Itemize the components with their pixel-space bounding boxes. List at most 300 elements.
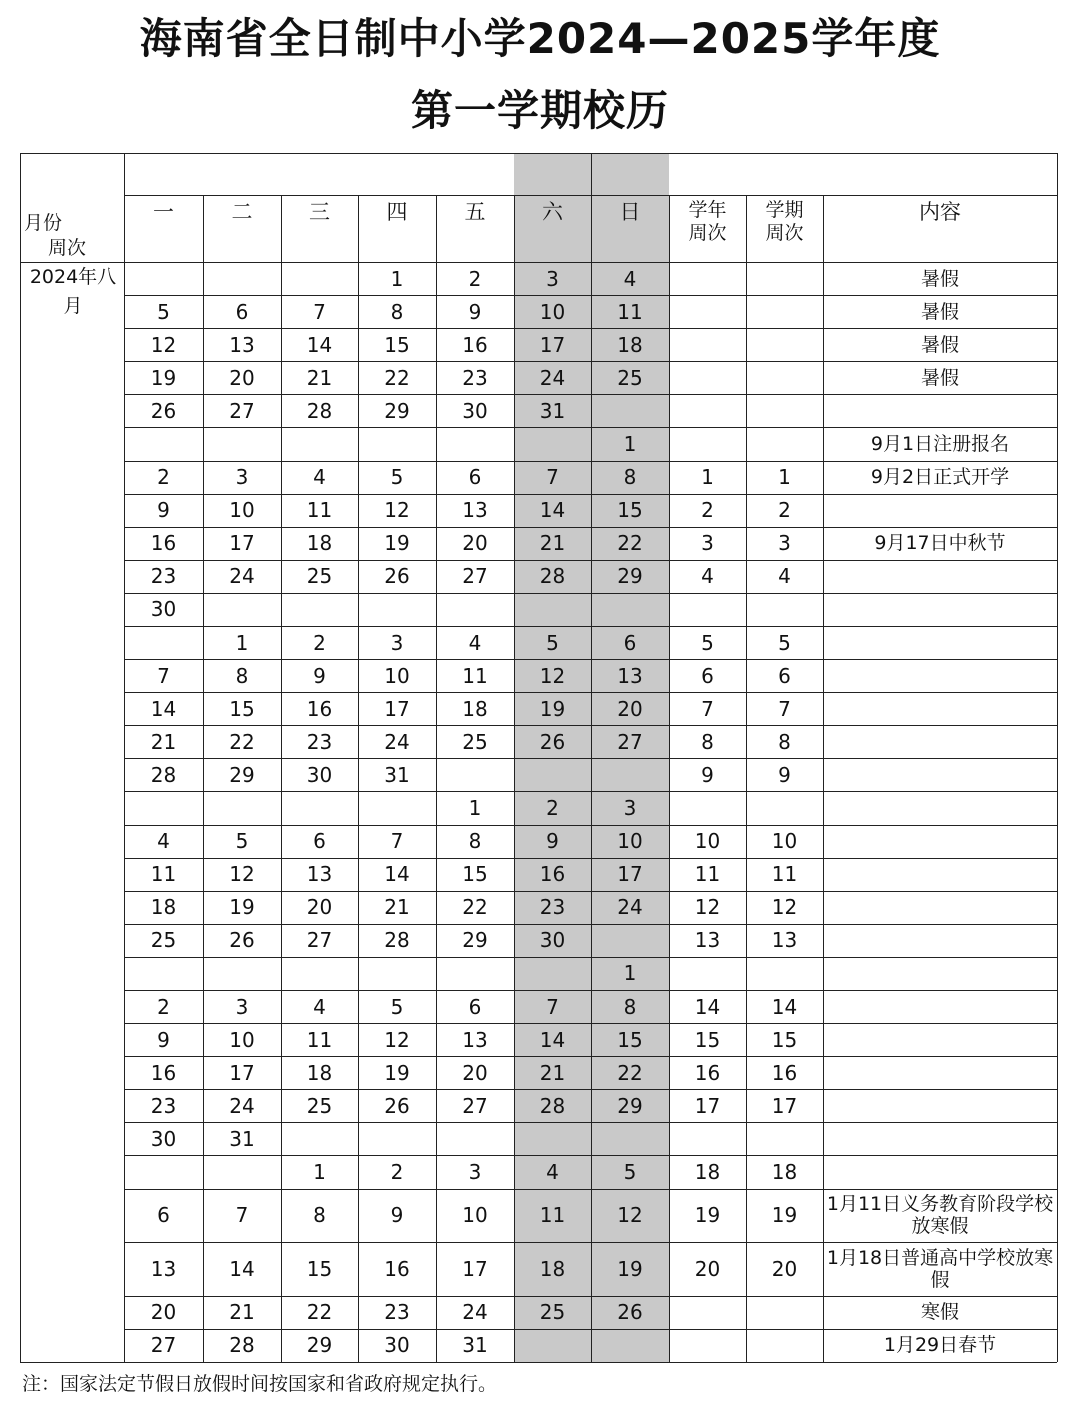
- day-cell: 2: [390, 1159, 404, 1184]
- day-cell: 28: [306, 398, 333, 423]
- day-cell: 18: [150, 895, 177, 920]
- school-year-week-cell: 12: [694, 895, 721, 920]
- term-week-cell: [746, 328, 823, 361]
- note-cell: 1月29日春节: [883, 1334, 997, 1357]
- day-cell: 12: [150, 332, 177, 357]
- day-cell: 28: [539, 1093, 566, 1118]
- note-cell: [823, 891, 1057, 924]
- day-cell: 4: [313, 994, 326, 1019]
- day-cell: 19: [384, 531, 410, 556]
- day-cell: 7: [546, 994, 559, 1019]
- day-cell: 29: [229, 762, 255, 787]
- note-cell: 9月2日正式开学: [870, 466, 1010, 489]
- day-cell: [124, 791, 203, 824]
- day-cell: 13: [150, 1256, 177, 1281]
- day-cell: 13: [462, 498, 488, 523]
- weekday-header: 六: [542, 200, 563, 224]
- day-cell: 11: [617, 299, 643, 324]
- day-cell: 8: [313, 1203, 326, 1228]
- corner-month-label: 月份: [24, 212, 63, 234]
- day-cell: 29: [617, 1093, 643, 1118]
- day-cell: 9: [390, 1203, 404, 1228]
- term-week-cell: [746, 1329, 823, 1362]
- note-cell: [823, 858, 1057, 891]
- day-cell: 22: [229, 729, 255, 754]
- day-cell: 24: [462, 1300, 488, 1325]
- corner-week-label: 周次: [48, 237, 87, 259]
- day-cell: 18: [462, 696, 488, 721]
- day-cell: 29: [462, 928, 488, 953]
- day-cell: 26: [150, 398, 177, 423]
- day-cell: 25: [306, 1093, 333, 1118]
- weekday-header: 三: [309, 200, 330, 224]
- day-cell: 12: [384, 498, 410, 523]
- day-cell: 27: [306, 928, 333, 953]
- term-week-cell: [746, 1296, 823, 1329]
- day-cell: 23: [150, 1093, 177, 1118]
- day-cell: [514, 427, 591, 460]
- day-cell: 3: [546, 266, 559, 291]
- day-cell: 31: [229, 1126, 255, 1151]
- day-cell: 11: [462, 663, 488, 688]
- day-cell: 20: [306, 895, 333, 920]
- day-cell: [203, 1155, 281, 1188]
- note-cell: [823, 659, 1057, 692]
- day-cell: [281, 593, 358, 626]
- day-cell: [358, 593, 436, 626]
- day-cell: 8: [468, 829, 482, 854]
- day-cell: [514, 957, 591, 990]
- day-cell: 2: [157, 465, 170, 490]
- day-cell: 15: [306, 1256, 333, 1281]
- day-cell: [358, 1122, 436, 1155]
- school-year-week-cell: 15: [694, 1027, 721, 1052]
- note-cell: 暑假: [920, 333, 959, 356]
- school-year-week-cell: [669, 1329, 746, 1362]
- day-cell: [514, 1122, 591, 1155]
- term-week-cell: 12: [771, 895, 798, 920]
- day-cell: 29: [384, 398, 410, 423]
- note-cell: 1月11日义务教育阶段学校放寒假: [826, 1193, 1054, 1238]
- day-cell: [514, 1329, 591, 1362]
- note-cell: [823, 1089, 1057, 1122]
- day-cell: 15: [617, 1027, 643, 1052]
- day-cell: 17: [617, 862, 643, 887]
- day-cell: 17: [384, 696, 410, 721]
- day-cell: 24: [229, 564, 255, 589]
- day-cell: 15: [384, 332, 410, 357]
- term-week-cell: [746, 593, 823, 626]
- day-cell: 8: [390, 299, 404, 324]
- school-year-week-cell: 17: [694, 1093, 721, 1118]
- term-week-cell: 10: [771, 829, 798, 854]
- day-cell: 3: [468, 1159, 482, 1184]
- day-cell: 31: [539, 398, 566, 423]
- note-cell: [823, 725, 1057, 758]
- day-cell: 30: [150, 597, 177, 622]
- note-cell: [823, 758, 1057, 791]
- day-cell: 10: [539, 299, 566, 324]
- day-cell: 17: [539, 332, 566, 357]
- day-cell: 11: [306, 498, 333, 523]
- day-cell: 25: [462, 729, 488, 754]
- day-cell: 15: [617, 498, 643, 523]
- day-cell: 22: [617, 1060, 643, 1085]
- day-cell: 23: [539, 895, 566, 920]
- day-cell: 7: [157, 663, 170, 688]
- day-cell: 18: [617, 332, 643, 357]
- day-cell: 26: [617, 1300, 643, 1325]
- day-cell: 16: [150, 1060, 177, 1085]
- day-cell: 19: [229, 895, 255, 920]
- note-cell: [823, 1056, 1057, 1089]
- day-cell: 15: [462, 862, 488, 887]
- day-cell: 8: [623, 465, 637, 490]
- month-label: 2024年八月: [29, 266, 117, 317]
- weekday-header: 五: [464, 200, 486, 224]
- term-week-cell: 17: [771, 1093, 798, 1118]
- day-cell: 15: [229, 696, 255, 721]
- school-year-week-cell: [669, 328, 746, 361]
- page-title-line2: 第一学期校历: [410, 86, 669, 135]
- term-week-cell: 19: [771, 1203, 798, 1228]
- term-week-cell: 15: [771, 1027, 798, 1052]
- day-cell: 23: [306, 729, 333, 754]
- day-cell: 27: [229, 398, 255, 423]
- day-cell: [514, 758, 591, 791]
- term-week-cell: 16: [771, 1060, 798, 1085]
- day-cell: 23: [150, 564, 177, 589]
- term-week-cell: 14: [771, 994, 798, 1019]
- note-cell: [823, 1023, 1057, 1056]
- day-cell: 8: [623, 994, 637, 1019]
- day-cell: [203, 791, 281, 824]
- weekday-header: 二: [231, 200, 253, 224]
- day-cell: 4: [313, 465, 326, 490]
- school-year-week-cell: 16: [694, 1060, 721, 1085]
- day-cell: 6: [235, 299, 249, 324]
- day-cell: 24: [229, 1093, 255, 1118]
- content-header: 内容: [919, 200, 961, 224]
- day-cell: 25: [539, 1300, 566, 1325]
- term-week-cell: [746, 361, 823, 394]
- day-cell: 1: [235, 630, 249, 655]
- day-cell: 8: [235, 663, 249, 688]
- day-cell: 25: [617, 365, 643, 390]
- day-cell: 12: [229, 862, 255, 887]
- school-year-week-cell: 5: [701, 630, 714, 655]
- school-year-week-cell: 3: [701, 531, 714, 556]
- day-cell: 12: [539, 663, 566, 688]
- day-cell: 7: [546, 465, 559, 490]
- day-cell: [124, 1155, 203, 1188]
- day-cell: 16: [539, 862, 566, 887]
- day-cell: 27: [150, 1333, 177, 1358]
- day-cell: 29: [617, 564, 643, 589]
- day-cell: 9: [468, 299, 482, 324]
- note-cell: [823, 825, 1057, 858]
- school-year-week-cell: [669, 427, 746, 460]
- day-cell: 6: [157, 1203, 170, 1228]
- note-cell: 9月1日注册报名: [870, 432, 1010, 455]
- school-year-week-cell: 4: [701, 564, 714, 589]
- day-cell: 17: [229, 531, 255, 556]
- day-cell: 12: [617, 1203, 643, 1228]
- day-cell: 9: [157, 498, 170, 523]
- day-cell: [591, 1122, 669, 1155]
- footnote: 注：国家法定节假日放假时间按国家和省政府规定执行。: [22, 1373, 498, 1395]
- day-cell: 30: [384, 1333, 410, 1358]
- day-cell: 4: [546, 1159, 559, 1184]
- day-cell: 6: [468, 994, 482, 1019]
- term-week-cell: 11: [771, 862, 798, 887]
- day-cell: 23: [462, 365, 488, 390]
- day-cell: 1: [390, 266, 404, 291]
- school-year-week-cell: 18: [694, 1159, 721, 1184]
- day-cell: 31: [384, 762, 410, 787]
- weekday-header: 四: [386, 200, 408, 224]
- day-cell: 14: [229, 1256, 255, 1281]
- school-year-week-cell: 7: [701, 696, 714, 721]
- term-week-cell: [746, 1122, 823, 1155]
- day-cell: 13: [229, 332, 255, 357]
- school-year-week-cell: [669, 593, 746, 626]
- day-cell: [591, 593, 669, 626]
- day-cell: [358, 427, 436, 460]
- school-year-week-cell: [669, 1122, 746, 1155]
- school-year-week-cell: 11: [694, 862, 721, 887]
- day-cell: 21: [539, 1060, 566, 1085]
- day-cell: 2: [546, 795, 559, 820]
- day-cell: 30: [150, 1126, 177, 1151]
- day-cell: [124, 626, 203, 659]
- day-cell: 24: [617, 895, 643, 920]
- day-cell: 2: [157, 994, 170, 1019]
- day-cell: 17: [462, 1256, 488, 1281]
- school-year-week-cell: 20: [694, 1256, 721, 1281]
- table-border-bottom: [20, 1362, 1057, 1363]
- term-week-cell: [746, 394, 823, 427]
- calendar-table: [20, 153, 1057, 1362]
- day-cell: 6: [468, 465, 482, 490]
- day-cell: 14: [539, 1027, 566, 1052]
- day-cell: [358, 957, 436, 990]
- note-cell: [823, 924, 1057, 957]
- note-cell: [823, 494, 1057, 527]
- day-cell: 26: [384, 1093, 410, 1118]
- day-cell: 21: [150, 729, 177, 754]
- day-cell: 7: [390, 829, 404, 854]
- day-cell: [436, 758, 514, 791]
- day-cell: 16: [384, 1256, 410, 1281]
- day-cell: 13: [462, 1027, 488, 1052]
- day-cell: [203, 262, 281, 295]
- term-week-cell: [746, 262, 823, 295]
- school-year-week-cell: [669, 957, 746, 990]
- day-cell: 26: [384, 564, 410, 589]
- day-cell: [203, 957, 281, 990]
- day-cell: 28: [229, 1333, 255, 1358]
- day-cell: 14: [306, 332, 333, 357]
- day-cell: 17: [229, 1060, 255, 1085]
- note-cell: 1月18日普通高中学校放寒假: [826, 1246, 1054, 1291]
- day-cell: 23: [384, 1300, 410, 1325]
- note-cell: [823, 957, 1057, 990]
- day-cell: 11: [306, 1027, 333, 1052]
- day-cell: 20: [229, 365, 255, 390]
- day-cell: 21: [539, 531, 566, 556]
- note-cell: [823, 692, 1057, 725]
- day-cell: 30: [462, 398, 488, 423]
- day-cell: 5: [390, 994, 404, 1019]
- school-year-week-cell: 1: [701, 465, 714, 490]
- day-cell: 21: [306, 365, 333, 390]
- weekday-header: 日: [619, 200, 641, 224]
- day-cell: 22: [384, 365, 410, 390]
- day-cell: 3: [623, 795, 637, 820]
- note-cell: 暑假: [920, 267, 959, 290]
- day-cell: [281, 1122, 358, 1155]
- term-week-cell: [746, 295, 823, 328]
- day-cell: 20: [150, 1300, 177, 1325]
- day-cell: 19: [617, 1256, 643, 1281]
- day-cell: 27: [462, 1093, 488, 1118]
- day-cell: 16: [150, 531, 177, 556]
- day-cell: [203, 593, 281, 626]
- day-cell: 5: [390, 465, 404, 490]
- day-cell: 1: [468, 795, 482, 820]
- day-cell: 3: [390, 630, 404, 655]
- day-cell: 18: [306, 531, 333, 556]
- note-cell: [823, 394, 1057, 427]
- term-week-cell: [746, 957, 823, 990]
- day-cell: [124, 262, 203, 295]
- day-cell: 22: [617, 531, 643, 556]
- day-cell: 5: [235, 829, 249, 854]
- school-year-week-cell: [669, 394, 746, 427]
- school-year-week-cell: 10: [694, 829, 721, 854]
- day-cell: [591, 394, 669, 427]
- term-week-cell: 20: [771, 1256, 798, 1281]
- day-cell: 1: [623, 961, 637, 986]
- school-year-week-cell: 8: [701, 729, 714, 754]
- page-title-line1: 海南省全日制中小学2024—2025学年度: [139, 14, 941, 63]
- term-week-cell: 7: [778, 696, 791, 721]
- day-cell: 22: [306, 1300, 333, 1325]
- day-cell: 24: [384, 729, 410, 754]
- day-cell: 6: [313, 829, 326, 854]
- school-year-week-cell: [669, 295, 746, 328]
- note-cell: 暑假: [920, 366, 959, 389]
- note-cell: 9月17日中秋节: [874, 532, 1006, 555]
- day-cell: 10: [229, 498, 255, 523]
- day-cell: 22: [462, 895, 488, 920]
- term-week-cell: 13: [771, 928, 798, 953]
- day-cell: 7: [235, 1203, 249, 1228]
- day-cell: [281, 957, 358, 990]
- term-week-cell: 9: [778, 762, 791, 787]
- day-cell: [436, 957, 514, 990]
- day-cell: 9: [157, 1027, 170, 1052]
- day-cell: 9: [313, 663, 326, 688]
- day-cell: 28: [539, 564, 566, 589]
- day-cell: 20: [462, 1060, 488, 1085]
- school-year-week-cell: 6: [701, 663, 714, 688]
- day-cell: 14: [384, 862, 410, 887]
- school-year-week-cell: [669, 361, 746, 394]
- day-cell: 11: [539, 1203, 566, 1228]
- day-cell: 5: [546, 630, 559, 655]
- day-cell: 6: [623, 630, 637, 655]
- day-cell: [358, 791, 436, 824]
- day-cell: [281, 262, 358, 295]
- weekday-header: 一: [153, 200, 174, 224]
- school-year-week-cell: 2: [701, 498, 714, 523]
- day-cell: [514, 593, 591, 626]
- term-week-cell: 6: [778, 663, 791, 688]
- day-cell: 7: [313, 299, 326, 324]
- column-line: [1057, 153, 1058, 1362]
- day-cell: 30: [306, 762, 333, 787]
- day-cell: 3: [235, 465, 249, 490]
- day-cell: 21: [384, 895, 410, 920]
- day-cell: 16: [462, 332, 488, 357]
- term-week-cell: 5: [778, 630, 791, 655]
- school-year-week-cell: 14: [694, 994, 721, 1019]
- note-cell: [823, 791, 1057, 824]
- day-cell: 16: [306, 696, 333, 721]
- day-cell: 19: [150, 365, 177, 390]
- day-cell: 4: [468, 630, 482, 655]
- school-year-week-cell: [669, 262, 746, 295]
- term-week-cell: 4: [778, 564, 791, 589]
- day-cell: 20: [617, 696, 643, 721]
- day-cell: 13: [617, 663, 643, 688]
- day-cell: 26: [229, 928, 255, 953]
- term-week-cell: 8: [778, 729, 791, 754]
- term-week-cell: [746, 791, 823, 824]
- day-cell: [281, 427, 358, 460]
- school-year-week-cell: 9: [701, 762, 714, 787]
- day-cell: [281, 791, 358, 824]
- table-border-top: [20, 153, 1057, 154]
- day-cell: 1: [313, 1159, 326, 1184]
- day-cell: 26: [539, 729, 566, 754]
- day-cell: 25: [306, 564, 333, 589]
- day-cell: 4: [623, 266, 637, 291]
- day-cell: [591, 924, 669, 957]
- day-cell: [591, 1329, 669, 1362]
- note-cell: [823, 626, 1057, 659]
- day-cell: 10: [384, 663, 410, 688]
- day-cell: [436, 593, 514, 626]
- day-cell: 5: [623, 1159, 637, 1184]
- day-cell: 27: [617, 729, 643, 754]
- day-cell: 28: [150, 762, 177, 787]
- day-cell: 10: [462, 1203, 488, 1228]
- school-year-week-cell: [669, 1296, 746, 1329]
- note-cell: [823, 560, 1057, 593]
- day-cell: 13: [306, 862, 333, 887]
- day-cell: 19: [384, 1060, 410, 1085]
- note-cell: [823, 593, 1057, 626]
- day-cell: 18: [306, 1060, 333, 1085]
- note-cell: 暑假: [920, 300, 959, 323]
- day-cell: 20: [462, 531, 488, 556]
- day-cell: 24: [539, 365, 566, 390]
- column-line: [20, 153, 21, 1362]
- day-cell: 4: [157, 829, 170, 854]
